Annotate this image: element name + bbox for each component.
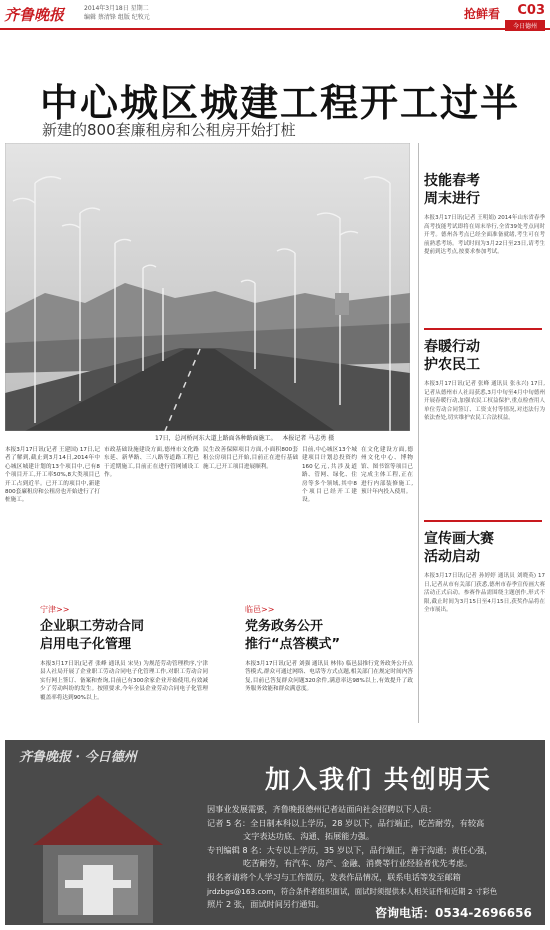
side-story-2-title (424, 338, 545, 374)
ad-line: 报名者请将个人学习与工作简历，发表作品情况，联系电话等发至邮箱 (207, 871, 461, 882)
side-story-3-title-line1: 宣传画大赛 (424, 531, 494, 547)
column-divider (418, 143, 419, 723)
side-divider (424, 520, 542, 522)
road-photo-image (5, 143, 410, 431)
lead-photo (5, 143, 410, 431)
section-name: 抢鲜看 (463, 7, 500, 21)
side-story-3-title-line2: 活动启动 (424, 549, 480, 565)
ad-line: 记者 5 名：全日制本科以上学历，28 岁以下，品行端正，吃苦耐劳，有较高 (207, 817, 485, 828)
side-story-3-title (424, 530, 545, 566)
header-weekday: 星期二 (130, 5, 149, 12)
ad-title: 加入我们 共创明天 (265, 765, 492, 794)
side-story-1-title-line2: 周末进行 (424, 191, 480, 207)
side-story-1-title-line1: 技能春考 (424, 173, 480, 189)
ad-phone: 咨询电话：0534-2696656 (375, 906, 532, 920)
article-1-title-line2: 启用电子化管理 (40, 637, 132, 652)
lead-body-col-3: 民生改善保障项目方面,小面积800套租公房项目已开始,目前正在进行基础施工,已开工项目进展顺利。 (203, 447, 298, 470)
article-2-title (245, 618, 340, 654)
lead-body-col-4: 目前,中心城区13个城建项目计划总投资约160亿元,共涉及道路、管网、绿化、住房等多个领域,其中8个项目已经开工建设。 (302, 447, 357, 504)
ad-line: 照片 2 张，面试时间另行通知。 (207, 899, 324, 910)
page-header (0, 0, 550, 30)
article-1-title (40, 618, 144, 654)
article-1-location: 宁津>> (40, 605, 70, 614)
side-story-2-title-line1: 春暖行动 (424, 339, 480, 355)
side-divider (424, 328, 542, 330)
side-story-1-title (424, 172, 545, 208)
pavilion-emblem-icon (13, 785, 183, 923)
ad-line: jrdzbgs@163.com，符合条件者组织面试，面试时须提供本人相关证件和近期 2 寸彩色 (207, 886, 498, 896)
header-meta (84, 4, 150, 22)
article-1-body: 本报3月17日讯(记者 张峰 通讯员 宋昊) 为规范劳动管理秩序,宁津县人社局开展了企业职工劳动合同电子化管理工作,对职工劳动合同实行网上签订、备案和查询,目前已有300余家企业开始使用,有效减少了劳动纠纷的发生。按照要求,今年全县企业劳动合同电子化管理覆盖率将达到90%以上。 (40, 661, 208, 701)
article-2-title-line1: 党务政务公开 (245, 619, 324, 634)
newspaper-logo: 齐鲁晚报 (4, 6, 65, 24)
ad-line: 文字表达功底、沟通、拓展能力强。 (243, 831, 375, 842)
article-2-title-line2: 推行“点答模式” (245, 637, 341, 652)
side-story-2-body: 本报3月17日讯(记者 张峰 通讯员 张永兴) 17日,记者从德州市人社局获悉,3月中旬至4月中旬德州开展春暖行动,加强农民工权益保护,重点检查用人单位劳动合同签订、工资支付等情况,对违法行为依法查处,切实维护农民工合法权益。 (424, 381, 545, 421)
header-design: 组版 纪牧元 (117, 14, 150, 21)
page-number: C03 (517, 3, 545, 18)
photo-caption (155, 433, 334, 442)
ad-line: 吃苦耐劳，有汽车、房产、金融、消费等行业经验者优先考虑。 (243, 858, 473, 869)
ad-line: 因事业发展需要，齐鲁晚报德州记者站面向社会招聘以下人员： (207, 804, 437, 814)
lead-subheadline: 新建的800套廉租房和公租房开始打桩 (42, 121, 296, 139)
ad-line: 专刊编辑 8 名：大专以上学历，35 岁以下，品行端正，善于沟通；责任心强， (207, 844, 493, 855)
side-story-2 (424, 328, 545, 423)
lead-body-col-2: 市政基础设施建设方面,德州市文化路东延、新华路、三八路等道路工程已于近期施工,目前正在进行管网铺设工作。 (104, 447, 199, 479)
header-editor: 编辑 蔡清锋 (84, 14, 116, 21)
article-1-title-line1: 企业职工劳动合同 (40, 619, 145, 634)
article-2-body: 本报3月17日讯(记者 刘强 通讯员 林伟) 临邑县推行党务政务公开点答模式,群众可通过网络、电话等方式点题,相关部门在规定时间内答复,目前已答复群众问题320余件,满意率达98%以上,有效提升了政务服务效能和群众满意度。 (245, 661, 413, 693)
lead-body-col-1: 本报3月17日讯(记者 王建国) 17日,记者了解到,截止到3月14日,2014年中心城区城建计划的13个项目中,已有8个项目开工,开工率50%,8大类项目已开工占到近半。已开工的项目中,新建800套廉租房和公租房也开始进行了打桩施工。 (5, 447, 100, 504)
header-date: 2014年3月18日 (84, 5, 129, 12)
edition-name: 今日德州 (505, 20, 545, 31)
side-story-2-title-line2: 护农民工 (424, 357, 480, 373)
article-2-location: 临邑>> (245, 605, 275, 614)
ad-decorative-emblem (13, 785, 183, 923)
side-story-1-body: 本报3月17日讯(记者 王明娟) 2014年山东省春季高考技能考试即将在周末举行,全省39处考点同时开考。德州各考点已经全面准备就绪,考生可在考前熟悉考场。考试时间为3月22日至23日,请考生提前到达考点,按要求参加考试。 (424, 215, 545, 255)
photo-credit: 本报记者 马志勇 摄 (282, 435, 335, 442)
side-story-3-body: 本报3月17日讯(记者 孙婷婷 通讯员 刘晓英) 17日,记者从市有关部门获悉,德州市春季宣传画大赛活动正式启动。参赛作品需围绕主题创作,形式不限,截止时间为3月15日至4月15日,获奖作品将在全市展出。 (424, 573, 545, 613)
lead-body-col-5: 在文化建设方面,德州文化中心、博物馆、图书馆等项目已完成主体工程,正在进行内部装修施工,预计年内投入使用。 (361, 447, 413, 496)
ad-text (207, 803, 537, 912)
recruitment-ad (5, 740, 545, 925)
side-story-3 (424, 520, 545, 615)
ad-logo: 齐鲁晚报 · 今日德州 (19, 750, 137, 765)
side-story-1 (424, 172, 545, 257)
lead-headline: 中心城区城建工程开工过半 (40, 81, 521, 125)
caption-text: 17日，总河桥河东大道上路面各种路面施工。 (155, 435, 277, 442)
